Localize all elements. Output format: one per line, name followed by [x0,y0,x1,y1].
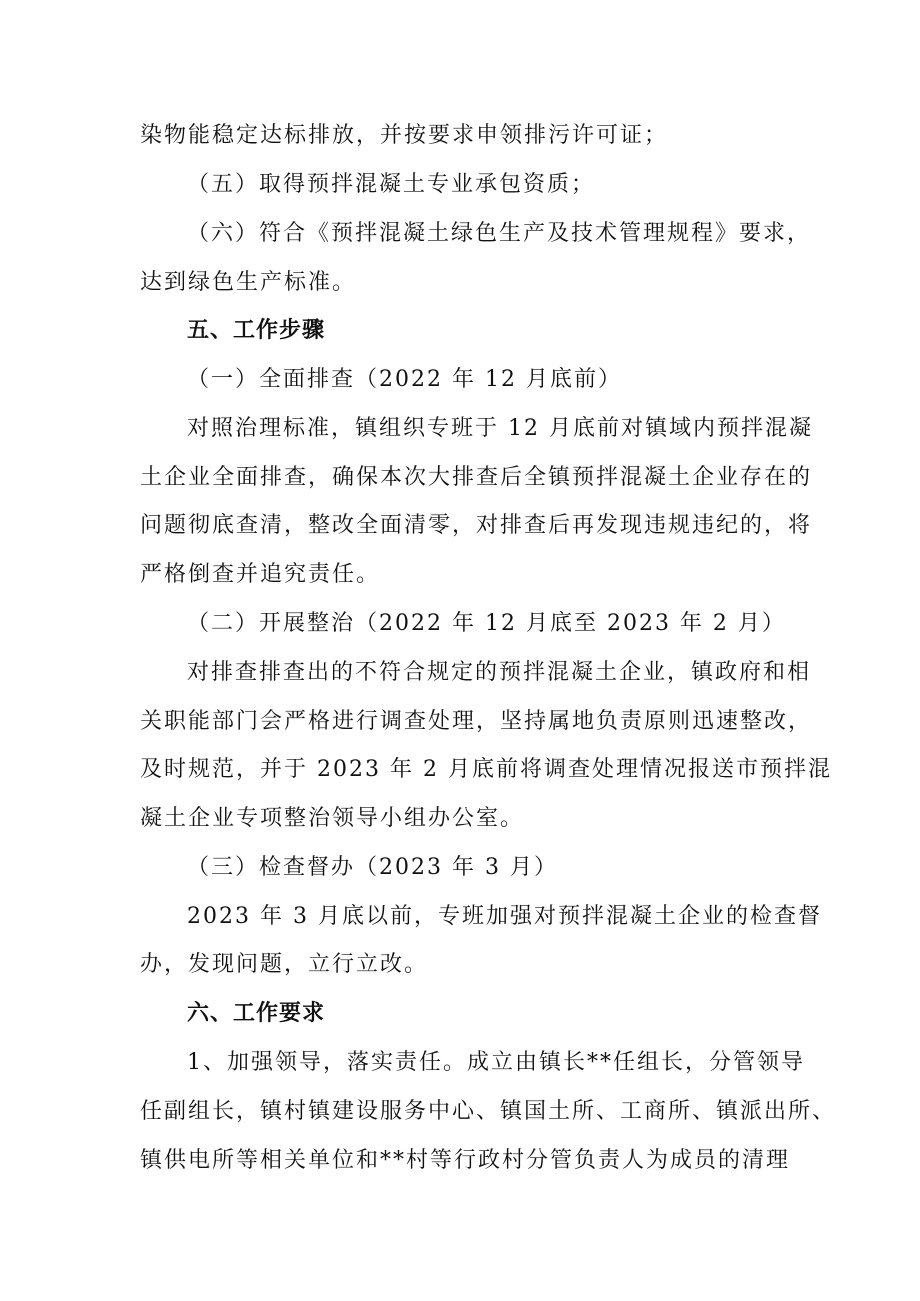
subsection-heading-one: （一）全面排查（2022 年 12 月底前） [187,367,622,392]
paragraph-line: 严格倒查并追究责任。 [140,562,381,587]
paragraph-line: 对排查排查出的不符合规定的预拌混凝土企业，镇政府和相 [187,660,812,685]
paragraph-line: 问题彻底查清，整改全面清零，对排查后再发现违规违纪的，将 [140,513,813,538]
paragraph-line: 及时规范，并于 2023 年 2 月底前将调查处理情况报送市预拌混 [140,757,832,782]
paragraph-line: 对照治理标准，镇组织专班于 12 月底前对镇域内预拌混凝 [187,416,813,441]
paragraph-line: 关职能部门会严格进行调查处理，坚持属地负责原则迅速整改， [140,709,813,734]
paragraph-line: 办，发现问题，立行立改。 [140,952,429,977]
paragraph-line: 凝土企业专项整治领导小组办公室。 [140,806,525,831]
section-heading-five: 五、工作步骤 [187,318,326,343]
section-heading-six: 六、工作要求 [187,1001,326,1026]
paragraph-line: 1、加强领导，落实责任。成立由镇长**任组长，分管领导 [187,1050,805,1075]
paragraph-line: 达到绿色生产标准。 [140,270,357,295]
subsection-heading-three: （三）检查督办（2023 年 3 月） [187,855,558,880]
list-item-5: （五）取得预拌混凝土专业承包资质； [187,172,596,197]
paragraph-line: 任副组长，镇村镇建设服务中心、镇国土所、工商所、镇派出所、 [140,1099,837,1124]
subsection-heading-two: （二）开展整治（2022 年 12 月底至 2023 年 2 月） [187,611,786,636]
paragraph-line: 镇供电所等相关单位和**村等行政村分管负责人为成员的清理 [140,1148,791,1173]
paragraph-line: 染物能稳定达标排放，并按要求申领排污许可证； [140,123,669,148]
paragraph-line: 2023 年 3 月底以前，专班加强对预拌混凝土企业的检查督 [187,904,822,929]
list-item-6: （六）符合《预拌混凝土绿色生产及技术管理规程》要求， [187,221,812,246]
paragraph-line: 土企业全面排查，确保本次大排查后全镇预拌混凝土企业存在的 [140,465,813,490]
